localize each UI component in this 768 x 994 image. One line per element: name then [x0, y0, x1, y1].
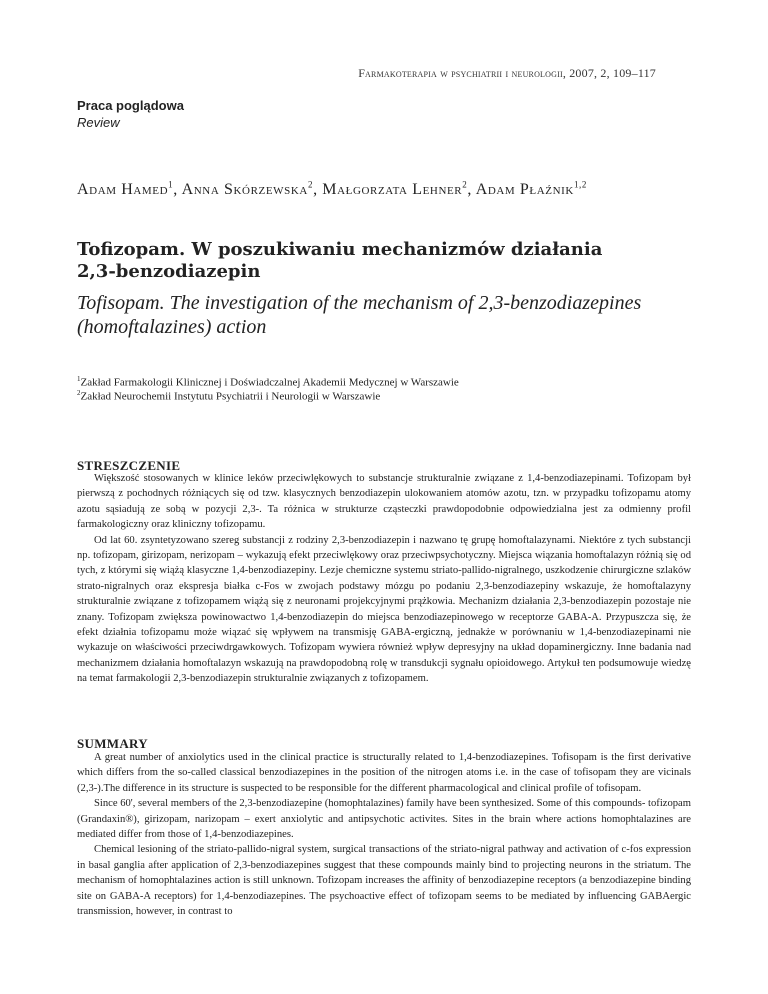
- abstract-paragraph: Since 60', several members of the 2,3-benzodiazepine (homophtalazines) family have been synthesized. Some of this compounds- tofizopam (Grandaxin®), girizopam, narizopam – exert anxiolytic and antipsychotic activites. Sites in the brain where actions homophtalazines are mediated differ from those of 1,4-benzodiazepines.: [77, 798, 691, 841]
- author: Anna Skórzewska$^2$,: [181, 180, 323, 199]
- author: Małgorzata Lehner$^2$,: [322, 180, 476, 199]
- author: Adam Hamed$^1$,: [77, 180, 182, 199]
- abstract-paragraph: Chemical lesioning of the striato-pallido-nigral system, surgical transactions of the striato-nigral pathway and activation of c-fos expression in basal ganglia after application of 2,3-benzodiazepines suggest that these compounds mainly bind to projecting neurons in the striatum. The mechanism of homophtalazines action is still unknown. Tofizopam increases the affinity of benzodiazepine receptors (a benzodiazepine binding site on GABA-A receptors) for 1,4-benzodiazepines. The psychoactive effect of tofizopam seems to be mediated by influencing GABAergic transmission, however, in contrast to: [77, 844, 691, 918]
- article-type-en: Review: [77, 115, 120, 130]
- journal-header: Farmakoterapia w psychiatrii i neurologii, 2007, 2, 109–117: [358, 66, 656, 80]
- affiliation: $^1$Zakład Farmakologii Klinicznej i Doświadczalnej Akademii Medycznej w Warszawie: [77, 375, 459, 389]
- abstract-en-heading: SUMMARY: [77, 736, 148, 751]
- title-english: Tofisopam. The investigation of the mechanism of 2,3-benzodiazepines (homoftalazines) action: [77, 292, 642, 338]
- abstract-pl-heading: STRESZCZENIE: [77, 458, 181, 473]
- title-polish: Tofizopam. W poszukiwaniu mechanizmów działania 2,3-benzodiazepin: [77, 239, 603, 282]
- abstract-paragraph: A great number of anxiolytics used in the clinical practice is structurally related to 1,4-benzodiazepines. Tofisopam is the first derivative which differs from the so-called classical benzodiazepines in the position of the nitrogen atoms i.e. in the case of tofisopam they are vicinals (2,3-).The difference in its structure is suspected to be responsible for the different pharmacological and clinical profile of tofisopam.: [77, 752, 691, 794]
- author: Adam Płaźnik$^{1,2}$: [475, 180, 588, 199]
- abstract-pl-body: [77, 471, 691, 687]
- abstract-en-body: [77, 750, 691, 919]
- abstract-paragraph: Większość stosowanych w klinice leków przeciwlękowych to substancje strukturalnie związane z 1,4-benzodiazepinami. Tofizopam był pierwszą z pochodnych różniących się od tzw. klasycznych benzodiazepin ulokowaniem atomów azotu, tzn. w przypadku tofizopamu atomy azotu sąsiadują ze sobą w pozycji 2,3-. Ta różnica w strukturze cząsteczki prawdopodobnie odpowiedzialna jest za odmienny profil farmakologiczny oraz kliniczny tofizopamu.: [77, 473, 691, 531]
- affiliation: $^2$Zakład Neurochemii Instytutu Psychiatrii i Neurologii w Warszawie: [77, 389, 381, 403]
- article-type-pl: Praca poglądowa: [77, 98, 184, 113]
- author-list: [77, 180, 587, 199]
- abstract-paragraph: Od lat 60. zsyntetyzowano szereg substancji z rodziny 2,3-benzodiazepin i nazwano tę grupę homoftalazynami. Niektóre z tych substancji np. tofizopam, girizopam, nerizopam – wykazują efekt przeciwlękowy oraz przeciwpsychotyczny. Miejsca wiązania homoftalazyn różnią się od tych, z którymi się wiążą klasyczne 1,4-benzodiazepiny. Lezje chemiczne systemu striato-pallido-nigralnego, uszkodzenie chirurgiczne szlaków strato-nigralnych oraz ekspresja białka c-Fos w zwojach podstawy mózgu po podaniu 2,3-benzodiazepiny wskazuje, że homoftalazyny strukturalnie związane z tofizopamem wiążą się z neuronami projekcyjnymi prążkowia. Mechanizm działania 2,3-benzodiazepin pozostaje nie znany. Tofizopam zwiększa powinowactwo 1,4-benzodiazepin do miejsca benzodiazepinowego w receptorze GABA-A. Przypuszcza się, że efekt działnia tofizopamu może wiązać się wpływem na transmisję GABA-ergiczną, jednakże w porównaniu w 1,4-benzodiazepinami nie wykazuje on właściwości przeciwdrgawkowych. Tofizopam wywiera również wpływ depresyjny na układ dopaminergiczny. Inne badania nad mechanizmem działania homoftalazyn wskazują na prawdopodobną rolę w transdukcji sygnału opioidowego. Artykuł ten podsumowuje wiedzę na temat farmakologii 2,3-benzodiazepin strukturalnie związanych z tofizopamem.: [77, 534, 691, 685]
